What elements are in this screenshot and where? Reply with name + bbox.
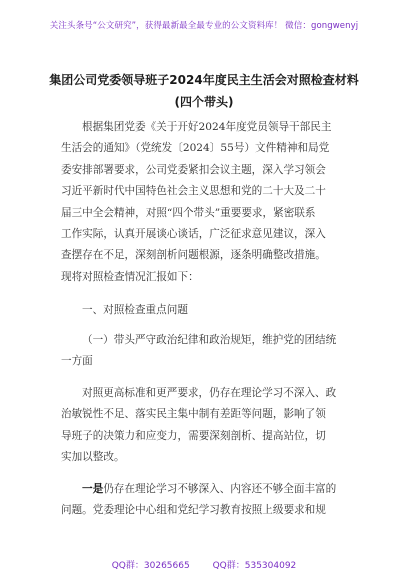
footer-qq-group-2: QQ群：535304092: [212, 561, 297, 571]
footer-qq-group-1: QQ群：30265665: [111, 561, 190, 571]
body-paragraph: [61, 383, 361, 469]
intro-line: 根据集团党委《关于开好2024年度党员领导干部民主: [82, 121, 332, 133]
body-line: 治敏锐性不足、落实民主集中制有差距等问题，影响了领: [61, 408, 326, 421]
footer-contact: [0, 558, 408, 571]
header-banner: 关注头条号“公文研究”，获得最新最全最专业的公文资料库！ 微信：gongwenyj: [49, 21, 359, 31]
body-line: 问题。党委理论中心组和党纪学习教育按照上级要求和规: [61, 504, 326, 517]
intro-line: 工作实际，认真开展谈心谈话，广泛征求意见建议，深入: [61, 227, 326, 240]
intro-line: 习近平新时代中国特色社会主义思想和党的二十大及二十: [61, 185, 326, 198]
document-title: 集团公司党委领导班子2024年度民主生活会对照检查材料: [49, 73, 359, 87]
intro-paragraph: [61, 117, 361, 288]
point-text: 仍存在理论学习不够深入、内容还不够全面丰富的: [103, 483, 337, 495]
intro-line: 届三中全会精神，对照“四个带头”重要要求，紧密联系: [61, 206, 316, 219]
intro-line: 生活会的通知》（党统发〔2024〕55号）文件精神和局党: [61, 142, 330, 155]
intro-line: 现将对照检查情况汇报如下：: [61, 270, 199, 283]
intro-line: 查摆存在不足，深刻剖析问题根源，逐条明确整改措施。: [61, 249, 326, 262]
body-line: 导班子的决策力和应变力，需要深刻剖析、提高站位，切: [61, 429, 326, 442]
subsection-line: （一）带头严守政治纪律和政治规矩，维护党的团结统: [82, 334, 337, 346]
body-line: 对照更高标准和更严要求，仍存在理论学习不深入、政: [82, 387, 337, 399]
intro-line: 委安排部署要求，公司党委紧扣会议主题，深入学习领会: [61, 163, 326, 176]
section-heading: [61, 300, 361, 321]
subsection-line: 一方面: [61, 355, 93, 368]
document-subtitle: (四个带头): [174, 95, 234, 109]
subsection-heading: [61, 330, 361, 373]
body-paragraph-point-one: [61, 479, 361, 522]
body-line: 实加以整改。: [61, 451, 125, 464]
section-heading-text: 一、对照检查重点问题: [82, 304, 188, 316]
body-line: [61, 479, 361, 500]
point-lead: 一是: [82, 483, 104, 495]
